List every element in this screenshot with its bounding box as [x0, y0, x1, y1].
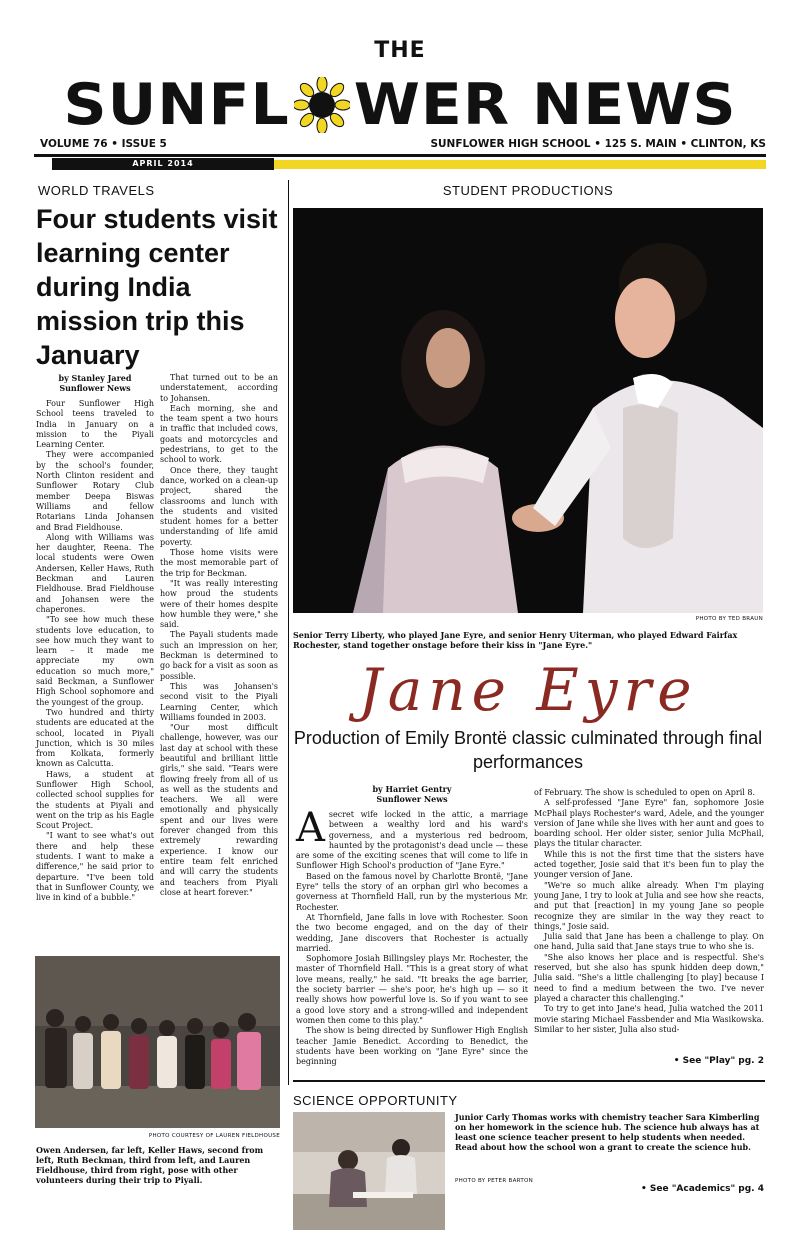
- sunflower-icon: [294, 77, 350, 133]
- masthead-title: [0, 70, 800, 140]
- byline-publication: Sunflower News: [376, 794, 448, 804]
- section-student-productions: STUDENT PRODUCTIONS: [442, 183, 614, 198]
- paragraph: Once there, they taught dance, worked on a clean-up project, shared the classrooms and lunch with the students and visited student homes for a better understanding of life amid poverty.: [160, 465, 278, 547]
- drop-cap: A: [296, 805, 325, 851]
- jane-eyre-deck: Production of Emily Brontë classic culminated through final performances: [293, 728, 763, 772]
- paragraph: "I want to see what's out there and help these students. I want to make a difference," he said prior to departure. "I've been told that in Sunflower County, we live in kind of a bubble.": [36, 831, 154, 903]
- paragraph: While this is not the first time that the sisters have acted together, Josie said that it's been fun to play the younger version of Jane.: [534, 849, 764, 880]
- paragraph: "To see how much these students love education, to see how much they want to learn – it made me appreciate my own education so much more," said Beckman, a Sunflower High School sophomore and the youngest of the group.: [36, 615, 154, 707]
- paragraph: That turned out to be an understatement, according to Johansen.: [160, 373, 278, 403]
- lead-text: secret wife locked in the attic, a marriage between a wealthy lord and his ward's governess, and a mysterious red bedroom, haunted by the protagonist's dead uncle — these are some of the exciting scenes that will come to life in Sunflower High School's production of "Jane Eyre.": [296, 810, 528, 871]
- paragraph: "We're so much alike already. When I'm playing young Jane, I try to look at Julia and see how she reacts, and put that [reaction] in my young Jane so people recognize they are similar in the way they react to things," Josie said.: [534, 880, 764, 931]
- byline-name: by Harriet Gentry: [372, 784, 452, 794]
- section-world-travels: WORLD TRAVELS: [38, 183, 155, 198]
- science-rule: [293, 1080, 765, 1082]
- india-headline: Four students visit learning center during India mission trip this January: [36, 204, 278, 370]
- paragraph: Sophomore Josiah Billingsley plays Mr. Rochester, the master of Thornfield Hall. "This is a great story of what love means, really," he said. "It breaks the age barrier, the society barrier — she's poor, he's high up — so it really shows how powerful love is. So if you want to see a good love story and a strong-willed and independent women then come to this play.": [296, 954, 528, 1025]
- see-academics-jump[interactable]: • See "Academics" pg. 4: [641, 1184, 764, 1194]
- issue-date: APRIL 2014: [132, 159, 194, 168]
- paragraph: of February. The show is scheduled to open on April 8.: [534, 788, 756, 797]
- lead-paragraph: [296, 805, 528, 872]
- stage-photo-caption: Senior Terry Liberty, who played Jane Eyre, and senior Henry Uiterman, who played Edward Fairfax Rochester, stand together onstage before their kiss in "Jane Eyre.": [293, 630, 738, 650]
- paragraph: Two hundred and thirty students are educated at the school, located in Piyali Junction, which is 30 miles from Kolkata, formerly known as Calcutta.: [36, 707, 154, 769]
- column-divider: [288, 180, 289, 1085]
- masthead-the: THE: [374, 38, 426, 63]
- paragraph: The show is being directed by Sunflower High English teacher Jamie Benedict. According to Benedict, the students have been working on "Jane Eyre" since the beginning: [296, 1026, 528, 1067]
- paragraph: Julia said that Jane has been a challenge to play. On one hand, Julia said that Jane stays true to who she is.: [534, 932, 764, 952]
- school-address: SUNFLOWER HIGH SCHOOL • 125 S. MAIN • CLINTON, KS: [430, 138, 766, 150]
- masthead-title-right: WER NEWS: [353, 71, 737, 139]
- paragraph: To try to get into Jane's head, Julia watched the 2011 movie staring Michael Fassbender and Mia Wasikowska. Similar to her sister, Julia also stud-: [534, 1004, 764, 1034]
- group-photo: [35, 956, 280, 1128]
- paragraph: "Our most difficult challenge, however, was our last day at school with these beautiful and brilliant little girls," she said. "Tears were flowing freely from all of us as well as the students and teachers. We all were emotionally and physically spent and our lives were forever changed from this extremely rewarding experience. I know our entire team felt enriched and will carry the students and teachers from Piyali close at heart forever.": [160, 723, 278, 897]
- paragraph: Those home visits were the most memorable part of the trip for Beckman.: [160, 548, 278, 578]
- see-play-jump[interactable]: • See "Play" pg. 2: [673, 1056, 764, 1066]
- group-photo-caption: Owen Andersen, far left, Keller Haws, second from left, Ruth Beckman, third from left, and Lauren Fieldhouse, third from right, pose with other volunteers during their trip to Piyali.: [36, 1145, 264, 1185]
- jane-column-1: [296, 784, 528, 1067]
- paragraph: Along with Williams was her daughter, Reena. The local students were Owen Andersen, Keller Haws, Ruth Beckman and Lauren Fieldhouse. Brad Fieldhouse and Johansen were the chaperones.: [36, 532, 154, 614]
- paragraph: At Thornfield, Jane falls in love with Rochester. Soon the two become engaged, and on the day of their wedding, Jane discovers that Rochester is actually married.: [296, 912, 528, 953]
- india-byline: [36, 373, 154, 393]
- jane-eyre-title: Jane Eyre: [358, 656, 698, 724]
- paragraph: Four Sunflower High School teens traveled to India in January on a mission to the Piyali Learning Center.: [36, 399, 154, 450]
- paragraph: Each morning, she and the team spent a two hours in traffic that included cows, goats and motorcycles and pedestrians, to get to the school to work.: [160, 403, 278, 465]
- india-column-1: [36, 373, 154, 904]
- paragraph: "It was really interesting how proud the students were of their homes despite how humble they were," she said.: [160, 578, 278, 630]
- paragraph: A self-professed "Jane Eyre" fan, sophomore Josie McPhail plays Rochester's ward, Adele, and the younger version of Jane while she lives with her aunt and goes to boarding school. Her older sister, senior Julia McPhail, plays the titular character.: [534, 798, 764, 849]
- stage-photo-credit: PHOTO BY TED BRAUN: [695, 616, 763, 622]
- paragraph: "She also knows her place and is respectful. She's reserved, but she also has spunk hidden deep down," Julia said. "She's a little challenging [to play] because I need to find a medium between the two. I've never played a character this challenging.": [534, 952, 764, 1003]
- masthead-title-left: SUNFL: [63, 71, 290, 139]
- byline-publication: Sunflower News: [59, 383, 131, 393]
- byline-name: by Stanley Jared: [58, 373, 132, 383]
- science-caption: Junior Carly Thomas works with chemistry teacher Sara Kimberling on her homework in the science hub. The science hub always has at least one science teacher present to help students when needed. Read about how the school won a grant to create the science hub.: [455, 1112, 760, 1152]
- science-photo: [293, 1112, 445, 1230]
- paragraph: This was Johansen's second visit to the Piyali Learning Center, which Williams founded in 2003.: [160, 681, 278, 722]
- science-photo-image: [293, 1112, 445, 1230]
- group-photo-credit: PHOTO COURTESY OF LAUREN FIELDHOUSE: [148, 1133, 280, 1139]
- paragraph: They were accompanied by the school's founder, North Clinton resident and Sunflower Rotary Club member Deepa Biswas Williams and fellow Rotarians Linda Johansen and Brad Fieldhouse.: [36, 450, 154, 532]
- paragraph: The Payali students made such an impression on her, Beckman is determined to go back for a visit as soon as possible.: [160, 630, 278, 681]
- paragraph: Based on the famous novel by Charlotte Brontë, "Jane Eyre" tells the story of an orphan girl who becomes a governess at Thornfield Hall, run by the mysterious Mr. Rochester.: [296, 871, 528, 912]
- science-photo-credit: PHOTO BY PETER BARTON: [455, 1178, 534, 1184]
- paragraph: Haws, a student at Sunflower High School, collected school supplies for the students at Piyali and went on the trip as his Eagle Scout Project.: [36, 769, 154, 831]
- stage-photo-image: [293, 208, 763, 613]
- jane-byline: [296, 784, 528, 804]
- masthead-rule: [34, 154, 766, 157]
- jane-column-2: [534, 788, 764, 1035]
- section-science-opportunity: SCIENCE OPPORTUNITY: [293, 1093, 458, 1108]
- volume-issue: VOLUME 76 • ISSUE 5: [40, 138, 167, 150]
- stage-photo: [293, 208, 763, 613]
- group-photo-image: [35, 956, 280, 1128]
- accent-bar: [274, 160, 766, 169]
- india-column-2: [160, 373, 278, 898]
